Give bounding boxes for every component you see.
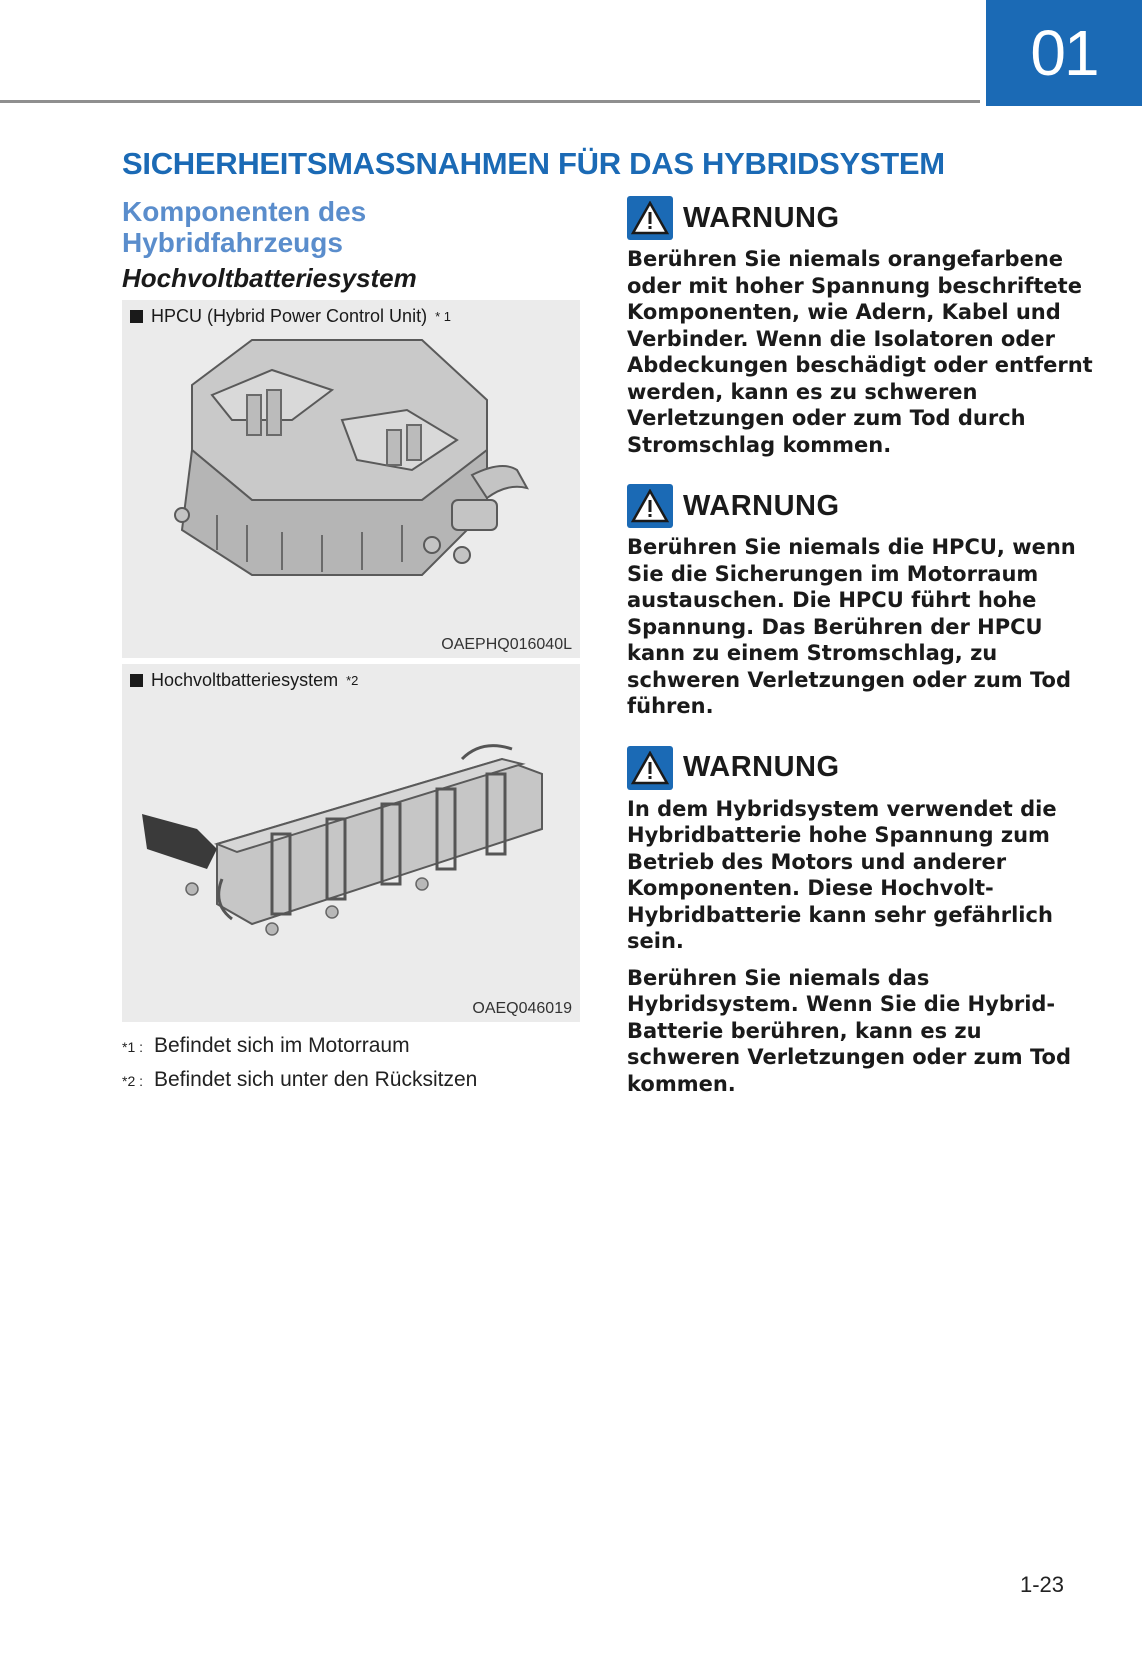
page-number: 1-23 [1020,1572,1065,1597]
warning-block-1 [627,196,1097,458]
footnote-2 [122,1068,592,1092]
warning-label: WARNUNG [683,201,840,234]
chapter-number: 01 [1030,17,1098,89]
section-title: SICHERHEITSMASSNAHMEN FÜR DAS HYBRIDSYSTEM [122,146,945,181]
warning-icon [627,196,673,240]
warning-header [627,746,1097,790]
warning-icon [627,746,673,790]
figure-caption-text: Hochvoltbatteriesystem [151,670,339,690]
footnote-marker: *1 : [122,1039,144,1055]
footnote-marker: *2 : [122,1073,144,1089]
warning-text: Berühren Sie niemals das Hybridsystem. Wenn Sie die Hybrid-Batterie berühren, kann es zu schweren Verletzungen oder zum Tod kommen. [627,965,1071,1096]
footnote-text: Befindet sich im Motorraum [154,1034,410,1057]
figure-code: OAEPHQ016040L [441,636,572,653]
footnote-marker: * 1 [435,309,451,324]
footnote-1 [122,1034,592,1058]
warning-block-3 [627,746,1097,1098]
warning-text: In dem Hybridsystem verwendet die Hybridbatterie hohe Spannung zum Betrieb des Motors und anderer Komponenten. Diese Hochvolt-Hybridbatterie kann sehr gefährlich sein. [627,796,1057,953]
subsubtitle: Hochvoltbatteriesystem [122,263,417,293]
warning-label: WARNUNG [683,489,840,522]
warning-icon [627,484,673,528]
figure-caption-text: HPCU (Hybrid Power Control Unit) [151,306,428,326]
warning-header [627,196,1097,240]
warning-header [627,484,1097,528]
warning-block-2 [627,484,1097,720]
square-bullet-icon [130,674,143,687]
figure-caption [130,670,358,691]
footnotes [122,1034,592,1102]
footnote-marker: *2 [346,673,359,688]
subtitle-line-1: Komponenten des [122,196,367,227]
left-column [122,196,580,294]
hpcu-unit-illustration [122,300,580,658]
warning-label: WARNUNG [683,751,840,783]
chapter-tab [986,0,1142,106]
subtitle-line-2: Hybridfahrzeugs [122,227,343,258]
battery-pack-illustration [122,664,580,1022]
header-rule [0,100,980,103]
warning-text: Berühren Sie niemals orangefarbene oder mit hoher Spannung beschriftete Komponenten, wie Adern, Kabel und Verbinder. Wenn die Isolatoren oder Abdeckungen beschädigt oder entfernt werden, kann es zu schweren Verletzungen oder zum Tod durch Stromschlag kommen. [627,247,1093,457]
figure-hpcu [122,300,580,658]
warning-text: Berühren Sie niemals die HPCU, wenn Sie die Sicherungen im Motorraum austauschen. Die HPCU führt hohe Spannung. Das Berühren der HPCU kann zu einem Stromschlag, zu schweren Verletzungen oder zum Tod führen. [627,535,1076,718]
right-column [627,196,1097,1107]
square-bullet-icon [130,310,143,323]
subtitle [122,196,580,258]
figure-code: OAEQ046019 [472,1000,572,1017]
footnote-text: Befindet sich unter den Rücksitzen [154,1068,478,1091]
figure-battery-system [122,664,580,1022]
figure-caption [130,306,451,327]
